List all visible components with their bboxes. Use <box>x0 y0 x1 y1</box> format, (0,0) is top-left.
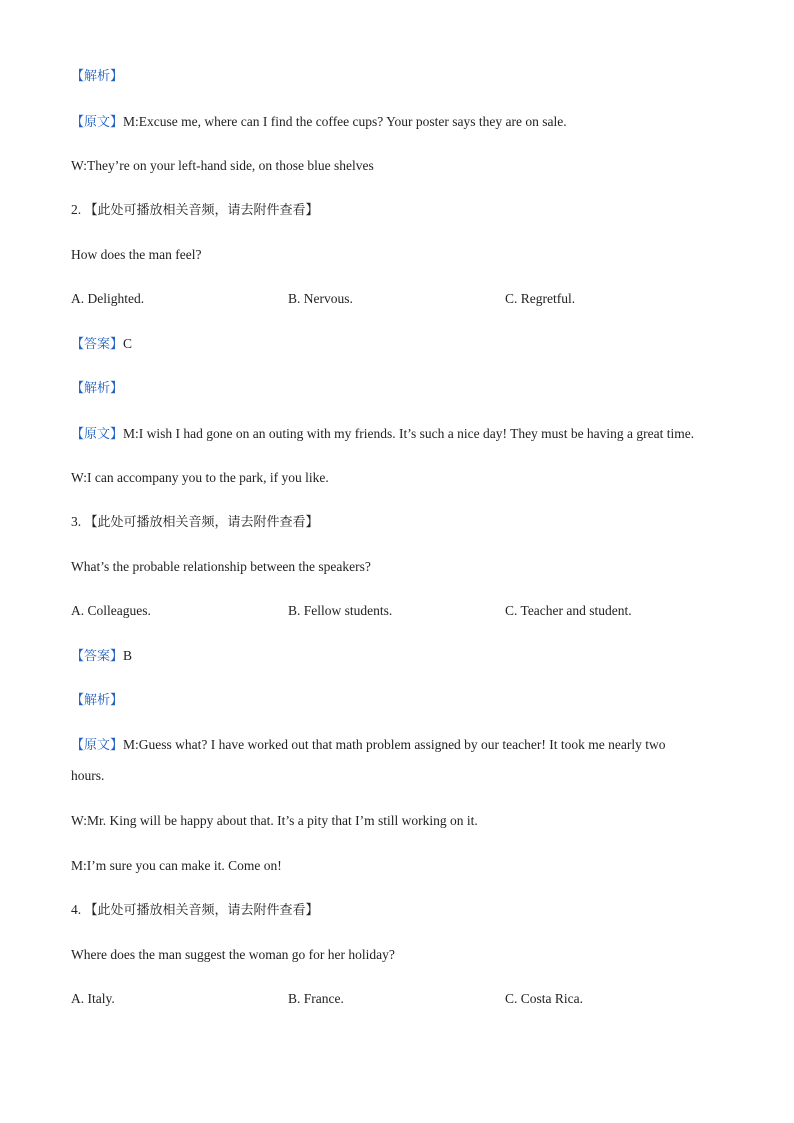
option-a-q3: A. Colleagues. <box>71 603 151 618</box>
option-a-q4: A. Italy. <box>71 991 115 1006</box>
original-tag: 【原文】 <box>71 738 124 753</box>
answer-tag: 【答案】 <box>71 337 124 352</box>
original-tag: 【原文】 <box>71 115 124 130</box>
transcript-line-q2-1 <box>71 425 694 444</box>
question-text-q2: How does the man feel? <box>71 247 202 262</box>
question-heading-q3 <box>71 513 319 532</box>
option-b-q3: B. Fellow students. <box>288 603 393 618</box>
question-heading-q4 <box>71 901 319 920</box>
question-text-q4: Where does the man suggest the woman go for her holiday? <box>71 947 395 962</box>
transcript-text: W:Mr. King will be happy about that. It’s a pity that I’m still working on it. <box>71 813 478 828</box>
transcript-text: W:I can accompany you to the park, if you like. <box>71 470 329 485</box>
transcript-line-q3-2 <box>71 812 478 830</box>
option-a-q2: A. Delighted. <box>71 291 145 306</box>
original-tag: 【原文】 <box>71 427 124 442</box>
transcript-text: hours. <box>71 768 105 783</box>
audio-note: 【此处可播放相关音频，请去附件查看】 <box>84 203 319 218</box>
question-number: 4. <box>71 902 82 917</box>
transcript-text: M:Excuse me, where can I find the coffee cups? Your poster says they are on sale. <box>123 114 567 129</box>
question-text-q3: What’s the probable relationship between the speakers? <box>71 559 371 574</box>
answer-value: C <box>123 336 133 351</box>
analysis-tag: 【解析】 <box>71 69 124 84</box>
answer-tag: 【答案】 <box>71 649 124 664</box>
analysis-heading-q2 <box>71 379 123 398</box>
option-b-q2: B. Nervous. <box>288 291 353 306</box>
option-c-q4: C. Costa Rica. <box>505 991 583 1006</box>
transcript-line-q3-1-cont <box>71 767 104 785</box>
transcript-line-q1-2 <box>71 157 374 175</box>
answer-line-q2 <box>71 335 132 354</box>
transcript-line-q3-3 <box>71 857 282 875</box>
question-number: 2. <box>71 202 82 217</box>
transcript-text: M:Guess what? I have worked out that math problem assigned by our teacher! It took me nearly two <box>123 737 666 752</box>
analysis-tag: 【解析】 <box>71 693 124 708</box>
audio-note: 【此处可播放相关音频，请去附件查看】 <box>84 515 319 530</box>
transcript-line-q3-1 <box>71 736 666 755</box>
answer-value: B <box>123 648 133 663</box>
option-b-q4: B. France. <box>288 991 344 1006</box>
answer-line-q3 <box>71 647 132 666</box>
option-c-q2: C. Regretful. <box>505 291 576 306</box>
transcript-text: M:I wish I had gone on an outing with my friends. It’s such a nice day! They must be having a great time. <box>123 426 695 441</box>
transcript-line-q1-1 <box>71 113 567 132</box>
transcript-line-q2-2 <box>71 469 329 487</box>
analysis-heading-q3 <box>71 691 123 710</box>
transcript-text: M:I’m sure you can make it. Come on! <box>71 858 282 873</box>
audio-note: 【此处可播放相关音频，请去附件查看】 <box>84 903 319 918</box>
question-number: 3. <box>71 514 82 529</box>
analysis-heading-q1 <box>71 67 123 86</box>
analysis-tag: 【解析】 <box>71 381 124 396</box>
question-heading-q2 <box>71 201 319 220</box>
transcript-text: W:They’re on your left-hand side, on those blue shelves <box>71 158 374 173</box>
option-c-q3: C. Teacher and student. <box>505 603 632 618</box>
